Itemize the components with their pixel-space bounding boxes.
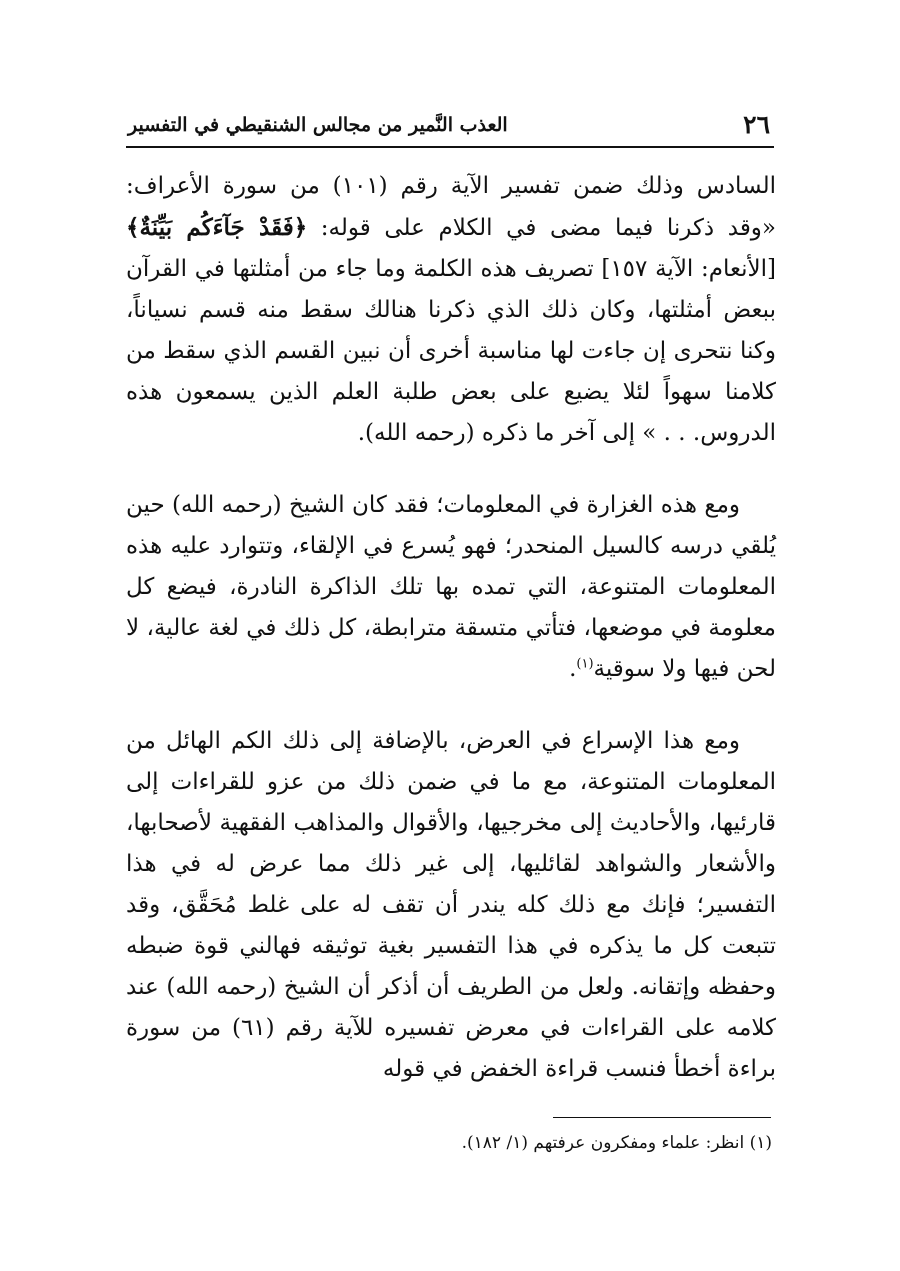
paragraph-3 [126,721,776,1090]
footnote-reference[interactable]: (١) [576,656,594,672]
paragraph-2-text: ومع هذه الغزارة في المعلومات؛ فقد كان الشيخ (رحمه الله) حين يُلقي درسه كالسيل المنحدر؛ فهو يُسرع في الإلقاء، وتتوارد عليه هذه المعلومات المتنوعة، التي تمده بها تلك الذاكرة النادرة، فيضع كل معلومة في موضعها، فتأتي متسقة مترابطة، كل ذلك في لغة عالية، لا لحن فيها ولا سوقية [126,492,776,682]
paragraph-3-text: ومع هذا الإسراع في العرض، بالإضافة إلى ذلك الكم الهائل من المعلومات المتنوعة، مع ما في ضمن ذلك من عزو للقراءات إلى قارئيها، والأحاديث إلى مخرجيها، والأقوال والمذاهب الفقهية لأصحابها، والأشعار والشواهد لقائليها، إلى غير ذلك مما عرض له في هذا التفسير؛ فإنك مع ذلك كله يندر أن تقف له على غلط مُحَقَّق، وقد تتبعت كل ما يذكره في هذا التفسير بغية توثيقه فهالني قوة ضبطه وحفظه وإتقانه. ولعل من الطريف أن أذكر أن الشيخ (رحمه الله) عند كلامه على القراءات في معرض تفسيره للآية رقم (٦١) من سورة براءة أخطأ فنسب قراءة الخفض في قوله [126,728,776,1082]
paragraph-1 [126,166,776,454]
paragraph-1-text-end: [الأنعام: الآية ١٥٧] تصريف هذه الكلمة وما جاء من أمثلتها في القرآن ببعض أمثلتها، وكان ذلك الذي ذكرنا هنالك سقط منه قسم نسياناً، وكنا نتحرى إن جاءت لها مناسبة أخرى أن نبين القسم الذي سقط من كلامنا سهواً لئلا يضيع على بعض طلبة العلم الذين يسمعون هذه الدروس. . . » إلى آخر ما ذكره (رحمه الله). [126,256,776,446]
paragraph-2 [126,485,776,690]
quran-verse: ﴿فَقَدْ جَآءَكُم بَيِّنَةٌ﴾ [126,214,308,241]
page-header [126,104,774,148]
paragraph-1-text-start: السادس وذلك ضمن تفسير الآية رقم (١٠١) من سورة الأعراف: «وقد ذكرنا فيما مضى في الكلام على قوله: [126,173,776,241]
footnote: (١) انظر: علماء ومفكرون عرفتهم (١/ ١٨٢). [461,1133,772,1153]
page-number: ٢٦ [743,110,770,139]
footnote-divider [553,1117,771,1118]
paragraph-2-end: . [569,656,577,682]
body-text [126,166,776,1090]
running-title: العذب النَّمير من مجالس الشنقيطي في التفسير [128,114,508,136]
